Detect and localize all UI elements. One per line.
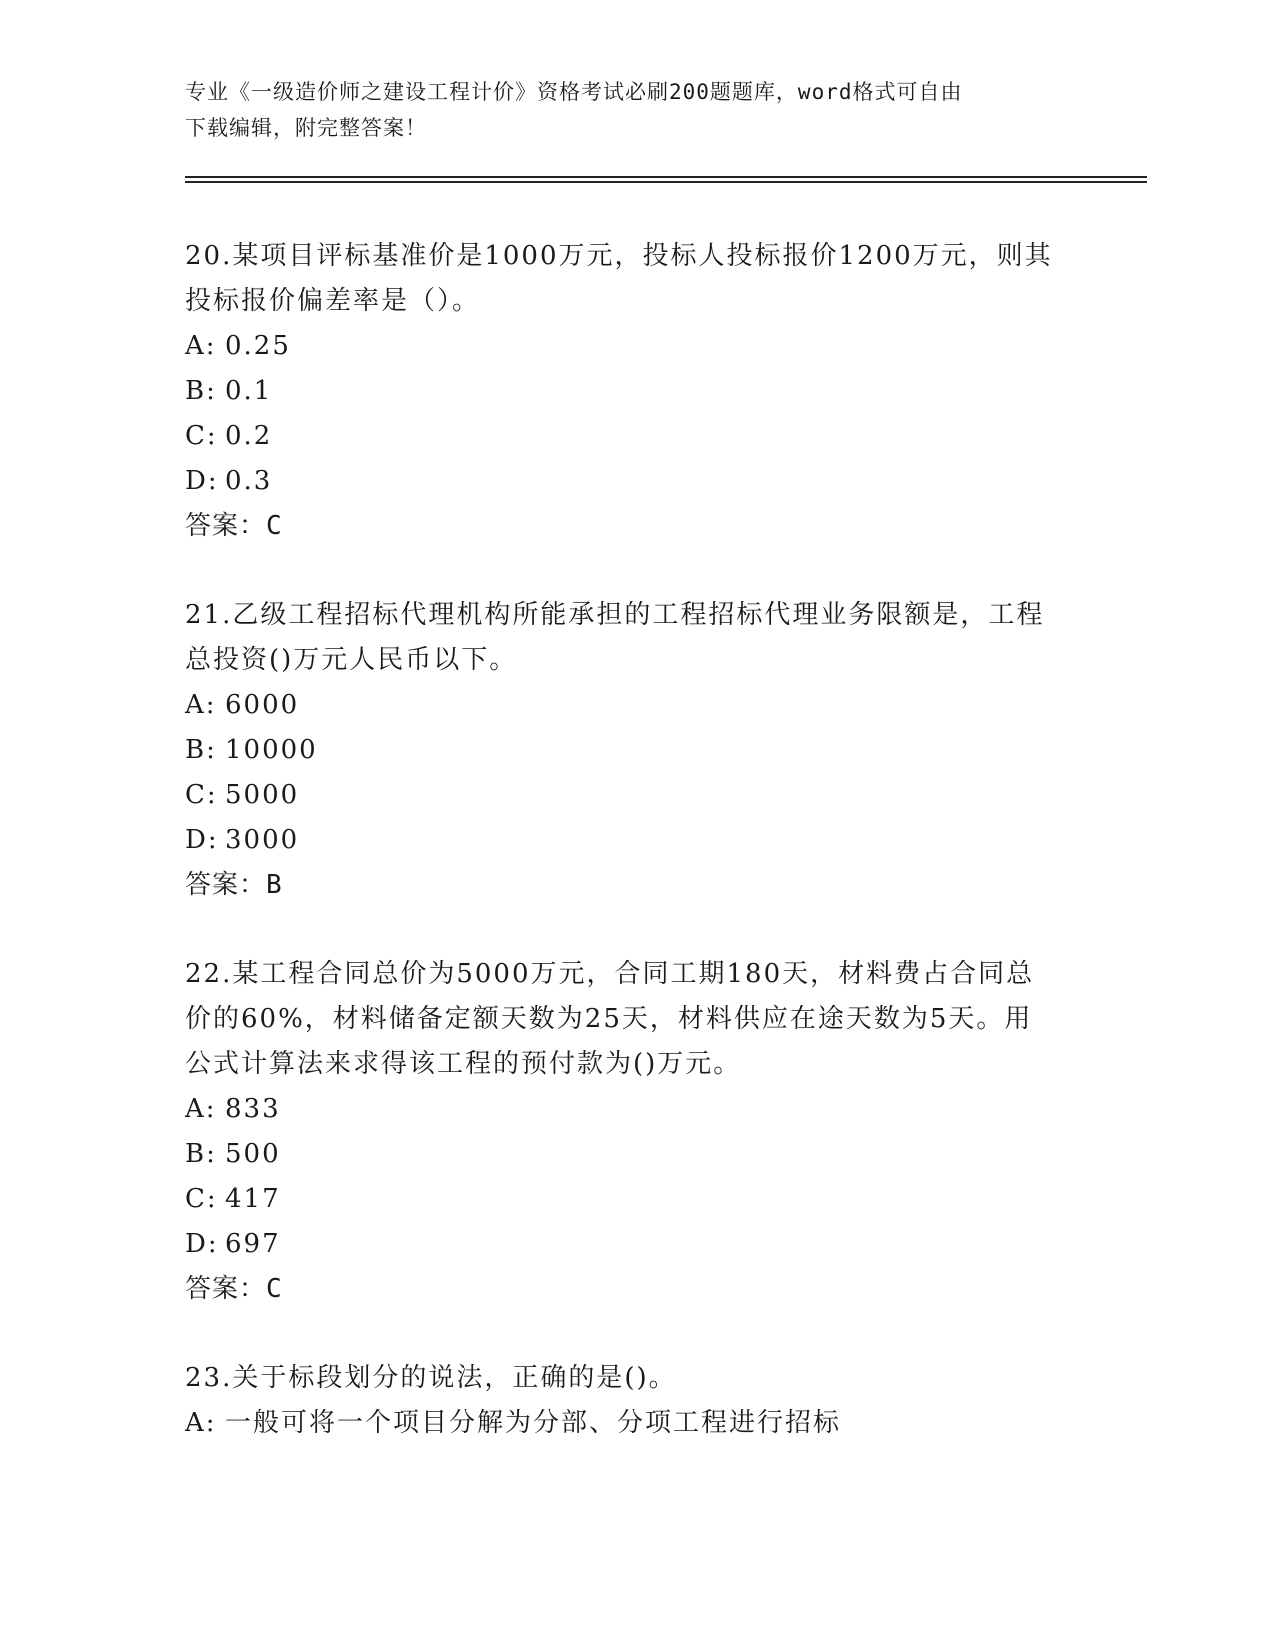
option-d xyxy=(185,1222,1085,1267)
question-20 xyxy=(185,234,1085,549)
option-text: 一般可将一个项目分解为分部、分项工程进行招标 xyxy=(225,1408,842,1438)
option-text: 6000 xyxy=(225,690,300,720)
option-a xyxy=(185,683,1085,728)
option-text: 0.25 xyxy=(225,331,291,361)
question-text-line: 23.关于标段划分的说法，正确的是()。 xyxy=(185,1363,677,1393)
question-list xyxy=(185,234,1085,1490)
option-text: 417 xyxy=(225,1184,281,1214)
question-text-line: 投标报价偏差率是（）。 xyxy=(185,286,481,316)
option-a xyxy=(185,1087,1085,1132)
option-label: B: xyxy=(185,735,217,765)
header-divider-bottom xyxy=(185,181,1147,183)
option-b xyxy=(185,728,1085,773)
option-label: C: xyxy=(185,780,218,810)
option-label: D: xyxy=(185,466,219,496)
option-text: 10000 xyxy=(225,735,318,765)
question-text-line: 21.乙级工程招标代理机构所能承担的工程招标代理业务限额是，工程 xyxy=(185,600,1045,630)
answer-line: 答案：C xyxy=(185,1274,283,1304)
option-d xyxy=(185,459,1085,504)
option-label: D: xyxy=(185,1229,219,1259)
question-22 xyxy=(185,952,1085,1312)
question-text-line: 22.某工程合同总价为5000万元，合同工期180天，材料费占合同总 xyxy=(185,959,1035,989)
option-a xyxy=(185,324,1085,369)
option-c xyxy=(185,773,1085,818)
question-text-line: 价的60%，材料储备定额天数为25天，材料供应在途天数为5天。用 xyxy=(185,1004,1033,1034)
option-text: 0.1 xyxy=(225,376,273,406)
option-text: 833 xyxy=(225,1094,281,1124)
option-label: C: xyxy=(185,1184,218,1214)
option-label: D: xyxy=(185,825,219,855)
header-line-2: 下载编辑，附完整答案！ xyxy=(185,116,427,140)
option-text: 697 xyxy=(225,1229,281,1259)
question-23 xyxy=(185,1356,1085,1446)
option-a xyxy=(185,1401,1085,1446)
option-c xyxy=(185,414,1085,459)
option-d xyxy=(185,818,1085,863)
option-label: B: xyxy=(185,376,217,406)
option-text: 5000 xyxy=(225,780,300,810)
option-text: 0.3 xyxy=(225,466,273,496)
option-text: 0.2 xyxy=(225,421,273,451)
question-text-line: 总投资()万元人民币以下。 xyxy=(185,645,518,675)
option-label: A: xyxy=(185,1094,217,1124)
question-text-line: 20.某项目评标基准价是1000万元，投标人投标报价1200万元，则其 xyxy=(185,241,1053,271)
answer-line: 答案：C xyxy=(185,511,283,541)
header-line-1: 专业《一级造价师之建设工程计价》资格考试必刷200题题库，word格式可自由 xyxy=(185,80,963,104)
question-21 xyxy=(185,593,1085,908)
option-c xyxy=(185,1177,1085,1222)
option-text: 500 xyxy=(225,1139,281,1169)
answer-line: 答案：B xyxy=(185,870,283,900)
header-divider-top xyxy=(185,176,1147,178)
option-b xyxy=(185,369,1085,414)
option-b xyxy=(185,1132,1085,1177)
option-label: A: xyxy=(185,1408,217,1438)
document-header xyxy=(185,74,1065,146)
option-text: 3000 xyxy=(225,825,300,855)
option-label: C: xyxy=(185,421,218,451)
option-label: B: xyxy=(185,1139,217,1169)
question-text-line: 公式计算法来求得该工程的预付款为()万元。 xyxy=(185,1049,742,1079)
option-label: A: xyxy=(185,690,217,720)
option-label: A: xyxy=(185,331,217,361)
